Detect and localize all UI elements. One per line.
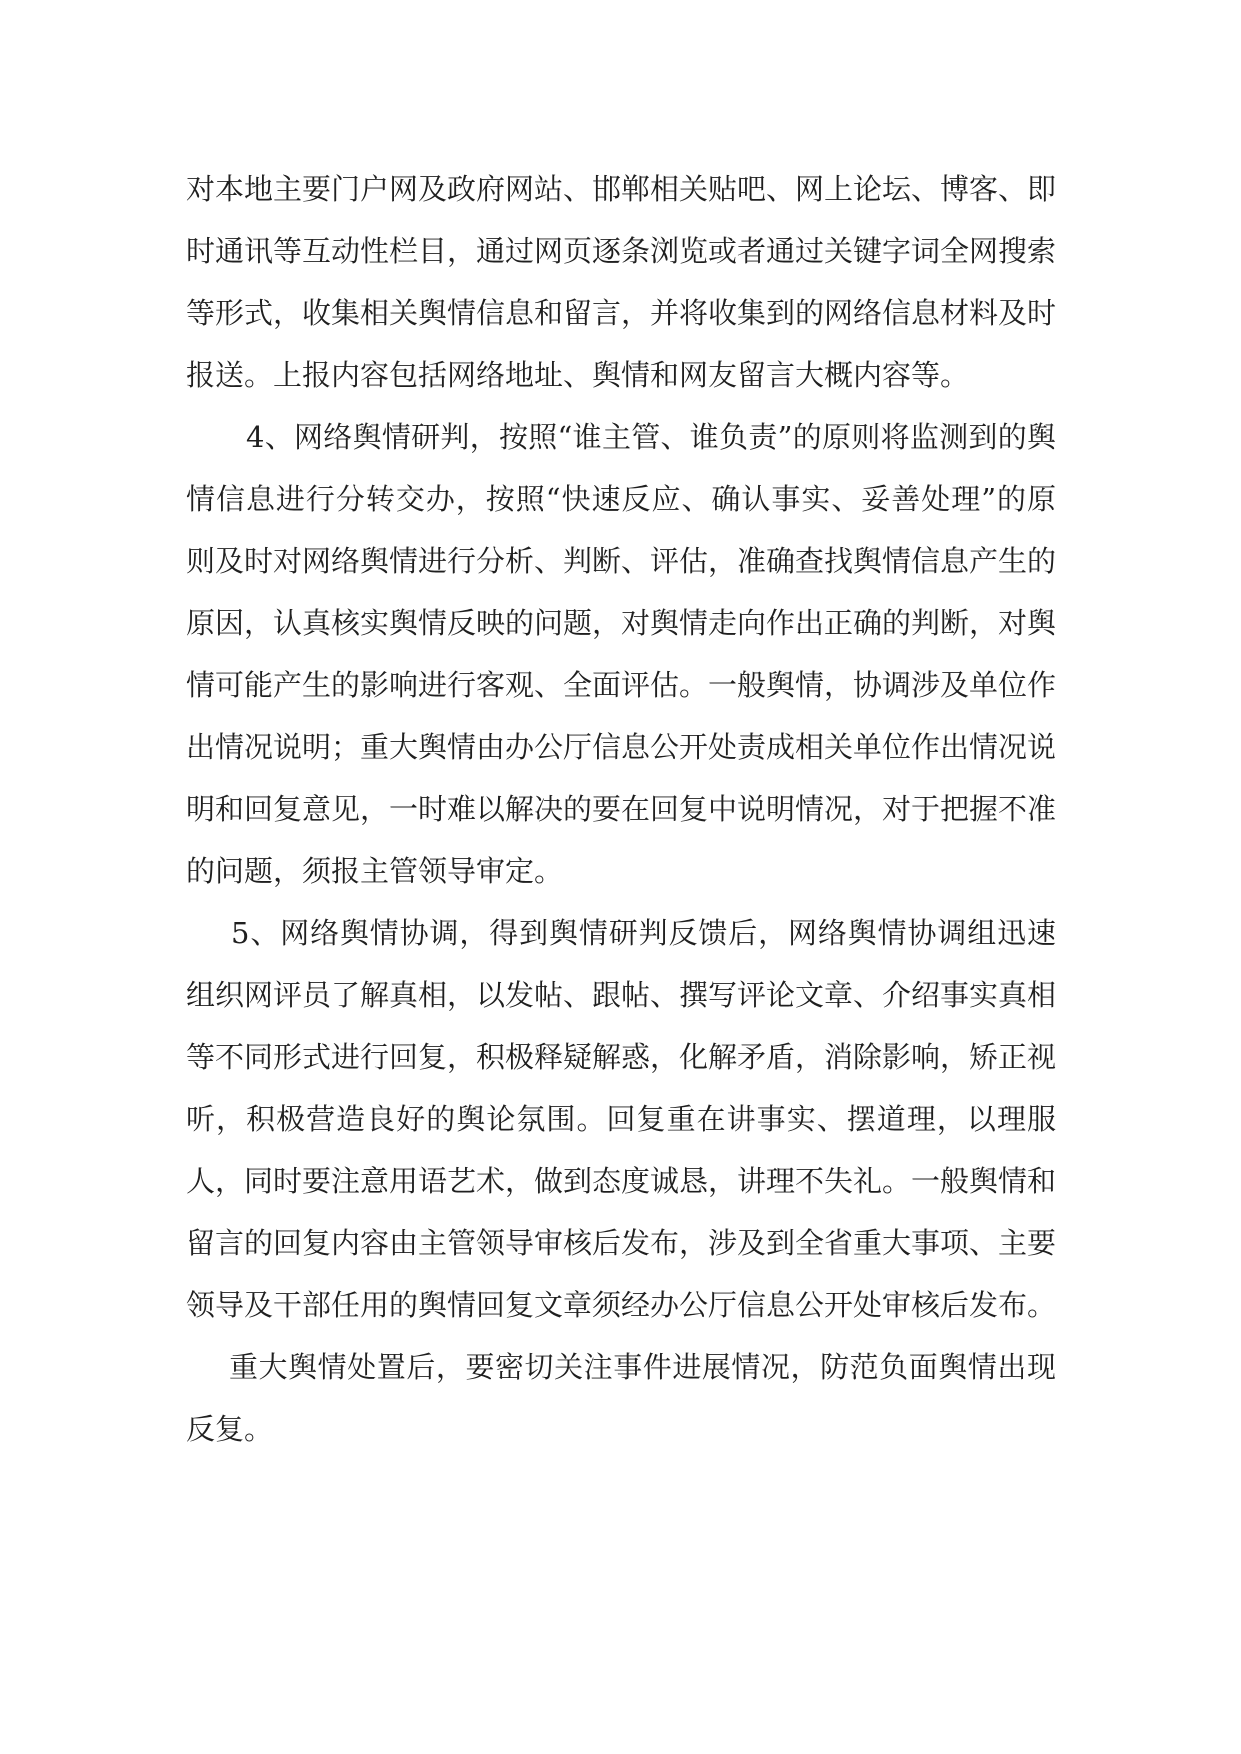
paragraph-coordination: 5、网络舆情协调，得到舆情研判反馈后，网络舆情协调组迅速组织网评员了解真相，以发帖、跟帖、撰写评论文章、介绍事实真相等不同形式进行回复，积极释疑解惑，化解矛盾，消除影响，矫正视听，积极营造良好的舆论氛围。回复重在讲事实、摆道理，以理服人，同时要注意用语艺术，做到态度诚恳，讲理不失礼。一般舆情和留言的回复内容由主管领导审核后发布，涉及到全省重大事项、主要领导及干部任用的舆情回复文章须经办公厅信息公开处审核后发布。 — [186, 916, 1057, 1322]
paragraph-monitoring: 对本地主要门户网及政府网站、邯郸相关贴吧、网上论坛、博客、即时通讯等互动性栏目，通过网页逐条浏览或者通过关键字词全网搜索等形式，收集相关舆情信息和留言，并将收集到的网络信息材料及时报送。上报内容包括网络地址、舆情和网友留言大概内容等。 — [186, 172, 1057, 392]
paragraph-follow-up: 重大舆情处置后，要密切关注事件进展情况，防范负面舆情出现反复。 — [186, 1350, 1056, 1446]
document-body — [186, 158, 1056, 1460]
paragraph-analysis: 4、网络舆情研判，按照“谁主管、谁负责”的原则将监测到的舆情信息进行分转交办，按照“快速反应、确认事实、妥善处理”的原则及时对网络舆情进行分析、判断、评估，准确查找舆情信息产生的原因，认真核实舆情反映的问题，对舆情走向作出正确的判断，对舆情可能产生的影响进行客观、全面评估。一般舆情，协调涉及单位作出情况说明；重大舆情由办公厅信息公开处责成相关单位作出情况说明和回复意见，一时难以解决的要在回复中说明情况，对于把握不准的问题，须报主管领导审定。 — [186, 420, 1057, 888]
